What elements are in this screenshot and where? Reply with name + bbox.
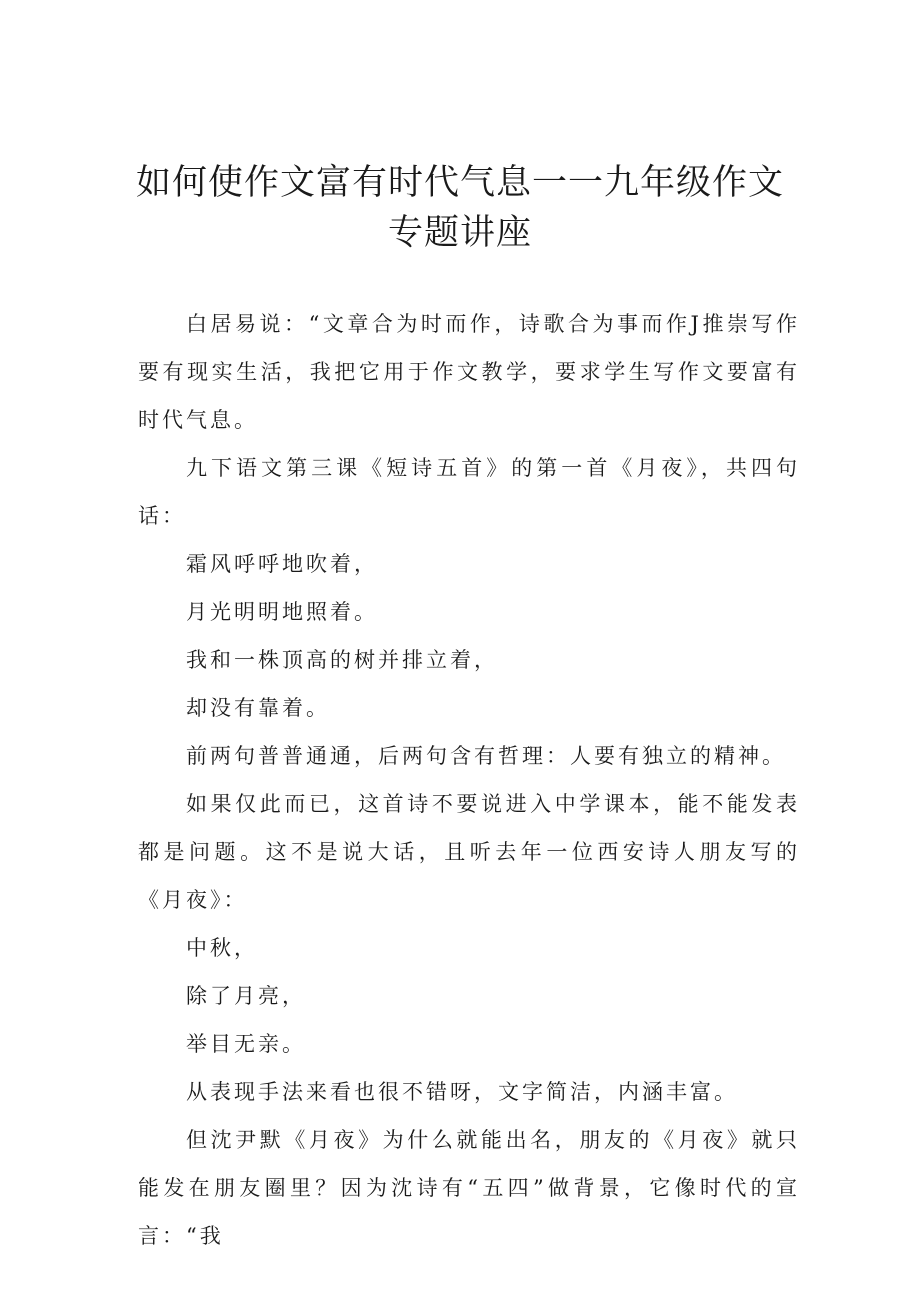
poem-line: 除了月亮， <box>186 984 306 1008</box>
paragraph: 白居易说：“文章合为时而作，诗歌合为事而作J推崇写作要有现实生活，我把它用于作文教学，要求学生写作文要富有时代气息。 <box>138 312 800 432</box>
paragraph: 前两句普普通通，后两句含有哲理：人要有独立的精神。 <box>186 744 786 768</box>
paragraph: 但沈尹默《月夜》为什么就能出名，朋友的《月夜》就只能发在朋友圈里？因为沈诗有“五四”做背景，它像时代的宣言：“我 <box>138 1128 800 1248</box>
paragraph: 九下语文第三课《短诗五首》的第一首《月夜》，共四句话： <box>138 456 800 528</box>
poem-line: 却没有靠着。 <box>186 696 330 720</box>
poem-line: 霜风呼呼地吹着， <box>186 552 378 576</box>
paragraph: 如果仅此而已，这首诗不要说进入中学课本，能不能发表都是问题。这不是说大话，且听去年一位西安诗人朋友写的《月夜》： <box>138 792 800 912</box>
poem-line: 我和一株顶高的树并排立着， <box>186 648 498 672</box>
poem-line: 举目无亲。 <box>186 1032 306 1056</box>
document-title-line-2: 专题讲座 <box>387 213 532 253</box>
poem-line: 月光明明地照着。 <box>186 600 378 624</box>
paragraph: 从表现手法来看也很不错呀，文字简洁，内涵丰富。 <box>186 1080 738 1104</box>
document-body <box>138 300 800 1260</box>
document-title-line-1: 如何使作文富有时代气息一一九年级作文 <box>135 163 784 203</box>
poem-line: 中秋， <box>186 936 258 960</box>
